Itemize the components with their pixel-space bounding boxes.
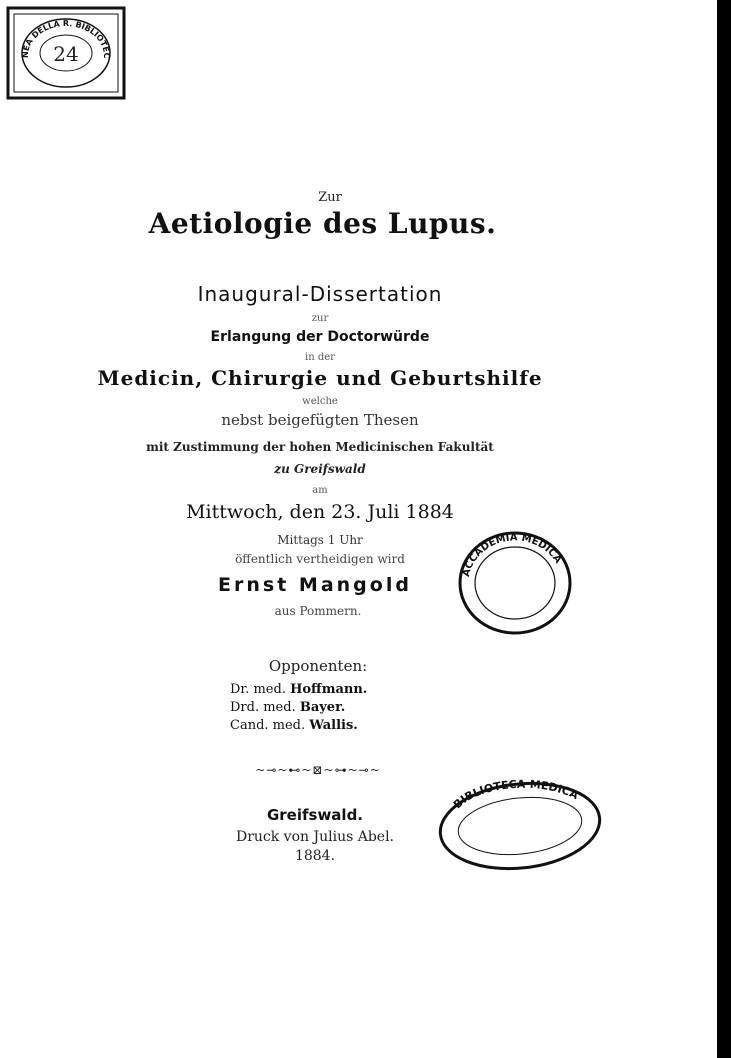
library-stamp-number: 24 [53, 42, 79, 66]
welche: welche [302, 396, 338, 407]
author-name: Ernst Mangold [218, 574, 412, 596]
scan-border [717, 0, 731, 1058]
page-title: Aetiologie des Lupus. [148, 207, 497, 240]
verteidigen-line: öffentlich vertheidigen wird [235, 552, 405, 566]
academy-stamp [455, 528, 585, 638]
nebst-line: nebst beigefügten Thesen [221, 411, 419, 429]
imprint-printer: Druck von Julius Abel. [235, 829, 395, 845]
am-label: am [312, 485, 328, 496]
zur-label: Zur [318, 190, 342, 205]
opponent-name: Hoffmann. [290, 682, 368, 697]
zur-small: zur [311, 313, 329, 324]
zu-greifswald: zu Greifswald [274, 462, 366, 476]
opponent-title: Cand. med. [230, 718, 306, 733]
opponent-2 [230, 700, 345, 715]
opponent-title: Drd. med. [230, 700, 296, 715]
opponent-name: Bayer. [299, 700, 346, 715]
opponents-heading: Opponenten: [268, 657, 368, 675]
imprint-city: Greifswald. [266, 806, 364, 824]
library-stamp-text: NEA DELLA R. BIBLIOTEC [20, 18, 112, 59]
oval-stamp-text: BIBLIOTECA MEDICA [450, 778, 581, 812]
origin-line: aus Pommern. [274, 604, 362, 618]
dissertation-heading: Inaugural-Dissertation [197, 282, 443, 306]
zustimmung-line: mit Zustimmung der hohen Medicinischen Fakultät [146, 440, 494, 454]
opponent-title: Dr. med. [230, 682, 286, 697]
date-line: Mittwoch, den 23. Juli 1884 [186, 501, 454, 523]
in-der: in der [305, 352, 335, 363]
faculties-line: Medicin, Chirurgie und Geburtshilfe [97, 366, 543, 390]
academy-stamp-text: ACCADEMIA MEDICA [460, 532, 564, 578]
svg-text:BIBLIOTECA MEDICA [451, 778, 581, 811]
opponent-1 [230, 682, 367, 697]
opponent-name: Wallis. [309, 718, 358, 733]
ornament-divider: ~⊸~⊷~⊠~⊶~⊸~ [255, 763, 381, 777]
erlangung-line: Erlangung der Doctorwürde [210, 329, 430, 345]
opponent-3 [230, 718, 358, 733]
time-line: Mittags 1 Uhr [277, 533, 363, 547]
svg-text:ACCADEMIA MEDICA [461, 532, 564, 578]
library-stamp [6, 6, 126, 100]
library-oval-stamp [435, 778, 605, 873]
imprint-year: 1884. [294, 848, 336, 864]
